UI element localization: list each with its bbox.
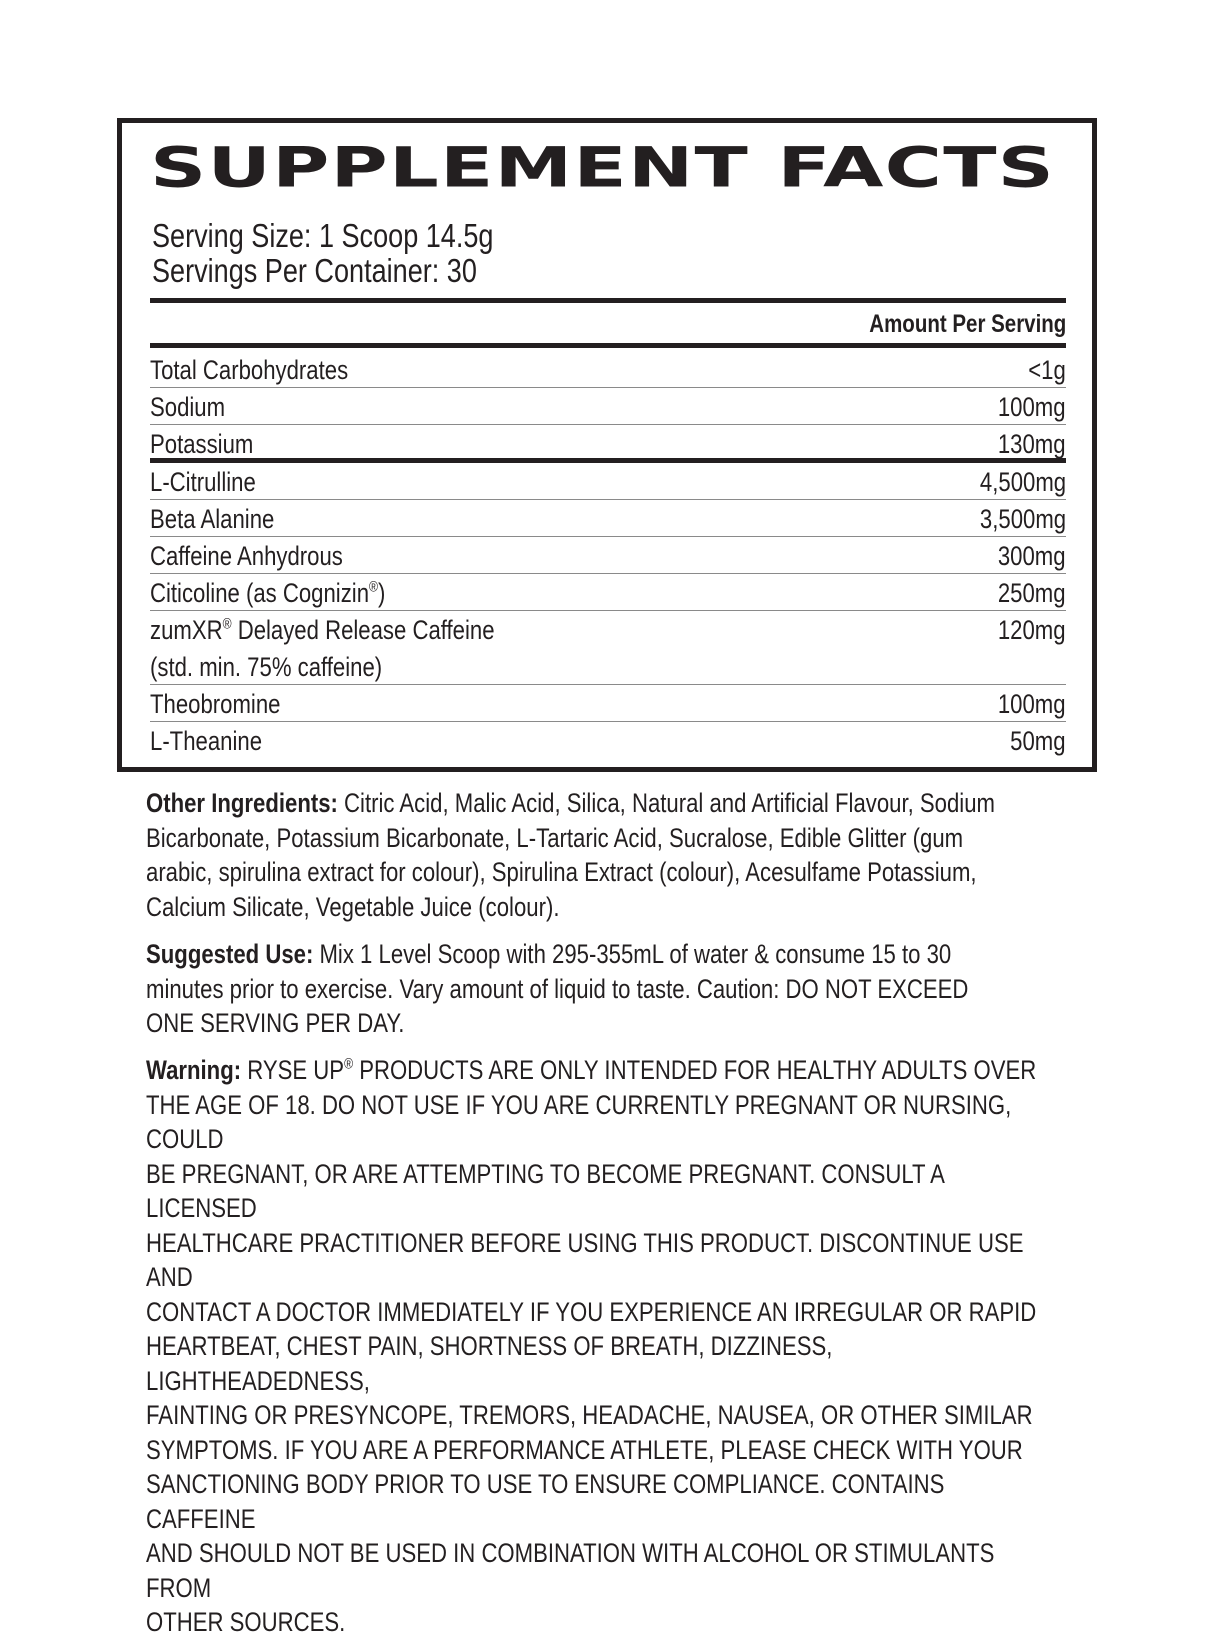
registered-mark: ® xyxy=(344,1056,354,1073)
warning-line: HEARTBEAT, CHEST PAIN, SHORTNESS OF BREATH, DIZZINESS, LIGHTHEADEDNESS, xyxy=(146,1331,833,1396)
table-row xyxy=(150,500,1066,537)
nutrient-subline: (std. min. 75% caffeine) xyxy=(150,652,383,682)
serving-size-text: Serving Size: 1 Scoop 14.5g xyxy=(152,217,494,254)
nutrient-amount: 50mg xyxy=(1010,726,1066,756)
warning-line: FAINTING OR PRESYNCOPE, TREMORS, HEADACHE, NAUSEA, OR OTHER SIMILAR xyxy=(146,1400,1033,1430)
brand-text: RYSE UP xyxy=(241,1055,345,1085)
table-row xyxy=(150,351,1066,388)
amount-header-text: Amount Per Serving xyxy=(868,310,1066,338)
warning-line: AND SHOULD NOT BE USED IN COMBINATION WITH ALCOHOL OR STIMULANTS FROM xyxy=(146,1538,995,1603)
other-ingredients xyxy=(146,786,1048,924)
warning-line: CONTACT A DOCTOR IMMEDIATELY IF YOU EXPERIENCE AN IRREGULAR OR RAPID xyxy=(146,1296,1037,1327)
other-ingredients-label: Other Ingredients: xyxy=(146,788,338,818)
nutrient-name xyxy=(150,612,495,648)
table-row xyxy=(150,425,1066,463)
warning-line: BE PREGNANT, OR ARE ATTEMPTING TO BECOME PREGNANT. CONSULT A LICENSED xyxy=(146,1158,944,1223)
serving-size xyxy=(152,218,568,254)
other-ingredients-line xyxy=(146,786,1048,821)
nutrient-name-text: zumXR xyxy=(150,615,223,645)
nutrient-name: L-Citrulline xyxy=(150,467,256,497)
registered-mark: ® xyxy=(369,579,379,596)
line-text: Mix 1 Level Scoop with 295-355mL of water & consume 15 to 30 xyxy=(313,939,952,969)
line-text: Citric Acid, Malic Acid, Silica, Natural and Artificial Flavour, Sodium xyxy=(337,788,995,818)
nutrient-amount: 100mg xyxy=(998,392,1066,422)
nutrient-name: Potassium xyxy=(150,429,254,459)
other-ingredients-line: arabic, spirulina extract for colour), Spirulina Extract (colour), Acesulfame Potassium, xyxy=(146,857,977,887)
divider-thick xyxy=(150,298,1066,303)
warning-line: OTHER SOURCES. xyxy=(146,1607,346,1637)
registered-mark: ® xyxy=(222,616,232,633)
nutrient-name: Caffeine Anhydrous xyxy=(150,541,343,571)
divider-thick xyxy=(150,343,1066,348)
line-text: PRODUCTS ARE ONLY INTENDED FOR HEALTHY ADULTS OVER xyxy=(353,1055,1037,1085)
warning-label: Warning: xyxy=(146,1055,242,1085)
nutrient-table xyxy=(150,351,1066,758)
nutrient-name-suffix: Delayed Release Caffeine xyxy=(231,615,495,645)
nutrient-name-text: Citicoline (as Cognizin xyxy=(150,578,370,608)
nutrient-name: Theobromine xyxy=(150,689,281,719)
suggested-use-label: Suggested Use: xyxy=(146,939,314,969)
nutrient-name: Beta Alanine xyxy=(150,504,275,534)
table-row xyxy=(150,388,1066,425)
suggested-use-line: ONE SERVING PER DAY. xyxy=(146,1008,405,1038)
nutrient-name xyxy=(150,575,385,611)
nutrient-name: Total Carbohydrates xyxy=(150,355,349,385)
nutrient-amount: 4,500mg xyxy=(979,467,1066,497)
table-row xyxy=(150,574,1066,611)
amount-per-serving-header xyxy=(826,309,1066,339)
warning-line: SYMPTOMS. IF YOU ARE A PERFORMANCE ATHLETE, PLEASE CHECK WITH YOUR xyxy=(146,1434,1023,1465)
nutrient-amount: 120mg xyxy=(998,615,1066,645)
warning-line: HEALTHCARE PRACTITIONER BEFORE USING THIS PRODUCT. DISCONTINUE USE AND xyxy=(146,1227,1024,1292)
suggested-use-line xyxy=(146,937,1048,972)
suggested-use-line: minutes prior to exercise. Vary amount of liquid to taste. Caution: DO NOT EXCEED xyxy=(146,973,969,1004)
nutrient-name: L-Theanine xyxy=(150,726,263,756)
nutrient-amount: 300mg xyxy=(998,541,1066,571)
panel-title: SUPPLEMENT FACTS xyxy=(150,136,1056,201)
table-row xyxy=(150,722,1066,758)
other-ingredients-line: Calcium Silicate, Vegetable Juice (colour). xyxy=(146,891,560,922)
warning-line: SANCTIONING BODY PRIOR TO USE TO ENSURE COMPLIANCE. CONTAINS CAFFEINE xyxy=(146,1469,945,1534)
warning-line xyxy=(146,1053,1048,1088)
suggested-use xyxy=(146,937,1048,1041)
supplement-facts-panel xyxy=(117,118,1097,772)
table-row xyxy=(150,611,1066,685)
table-row xyxy=(150,463,1066,500)
other-ingredients-line: Bicarbonate, Potassium Bicarbonate, L-Tartaric Acid, Sucralose, Edible Glitter (gum xyxy=(146,822,964,853)
servings-per-container xyxy=(152,253,548,289)
nutrient-amount: 250mg xyxy=(998,578,1066,608)
nutrient-amount: 100mg xyxy=(998,689,1066,719)
nutrient-amount: 3,500mg xyxy=(979,504,1066,534)
nutrient-amount: 130mg xyxy=(998,429,1066,459)
warning-line: THE AGE OF 18. DO NOT USE IF YOU ARE CURRENTLY PREGNANT OR NURSING, COULD xyxy=(146,1089,1012,1154)
nutrient-amount: <1g xyxy=(1028,355,1066,385)
servings-per-container-text: Servings Per Container: 30 xyxy=(152,252,477,289)
table-row xyxy=(150,685,1066,722)
warning xyxy=(146,1053,1048,1640)
table-row xyxy=(150,537,1066,574)
nutrient-name-suffix: ) xyxy=(378,578,386,608)
nutrient-name: Sodium xyxy=(150,392,226,422)
